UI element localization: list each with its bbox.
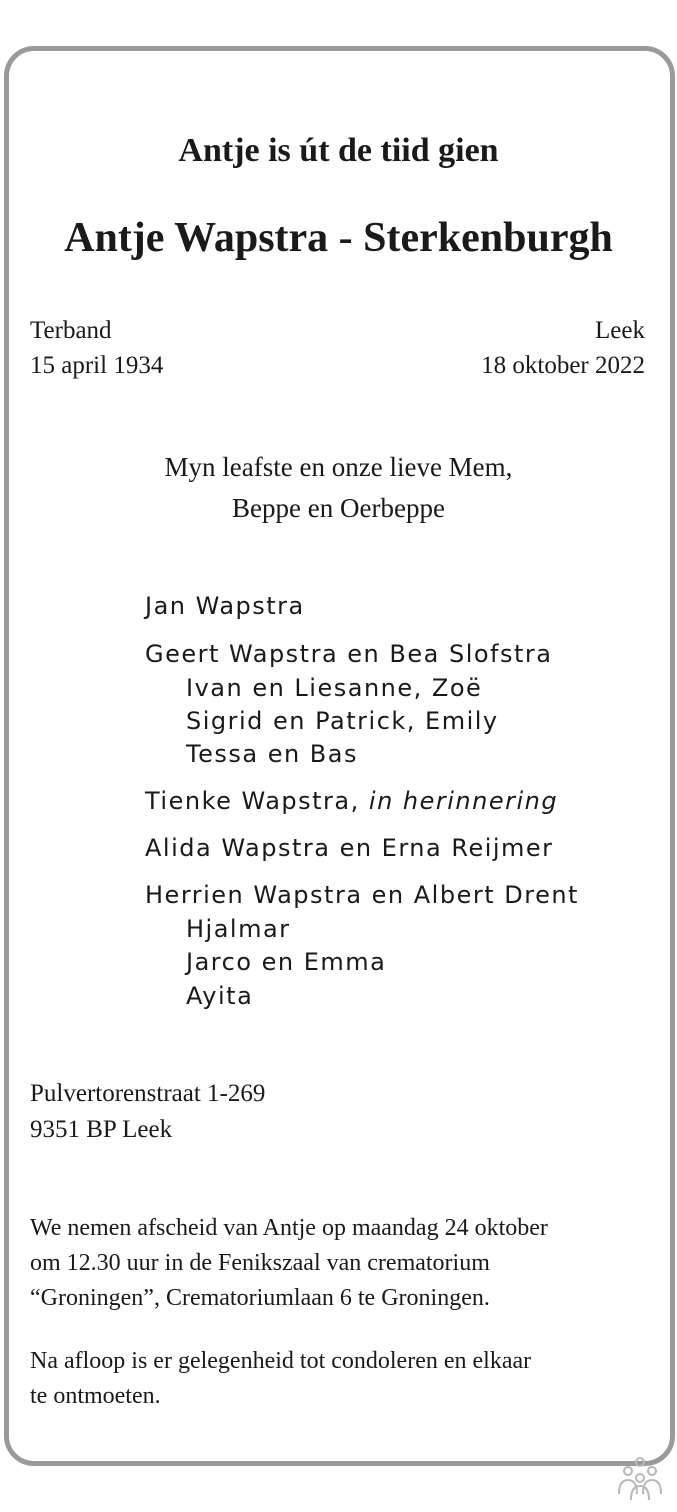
in-memory-note: in herinnering — [368, 787, 559, 815]
dedication-line-1: Myn leafste en onze lieve Mem, — [164, 452, 513, 482]
death-place: Leek — [595, 317, 645, 344]
people-group-icon — [615, 1454, 665, 1504]
family-member-name: Tienke Wapstra, — [145, 787, 360, 815]
dedication-line-2: Beppe en Oerbeppe — [232, 493, 445, 523]
death-date: 18 oktober 2022 — [481, 352, 645, 379]
grandchild-line: Ivan en Liesanne, Zoë — [186, 674, 483, 702]
grandchild-line: Sigrid en Patrick, Emily — [186, 707, 499, 735]
farewell-paragraph — [30, 1211, 650, 1316]
birth-date: 15 april 1934 — [30, 352, 164, 379]
farewell-line: “Groningen”, Crematoriumlaan 6 te Groningen. — [30, 1285, 490, 1311]
farewell-line: om 12.30 uur in de Fenikszaal van crematorium — [30, 1250, 490, 1276]
grandchild-line: Jarco en Emma — [186, 948, 387, 976]
family-member: Alida Wapstra en Erna Reijmer — [145, 834, 554, 862]
address-city: 9351 BP Leek — [30, 1116, 173, 1143]
notice-headline: Antje is út de tiid gien — [178, 132, 499, 169]
grandchild-line: Hjalmar — [186, 915, 291, 943]
family-member: Geert Wapstra en Bea Slofstra — [145, 640, 553, 668]
condolence-line: Na afloop is er gelegenheid tot condoleren en elkaar — [30, 1348, 532, 1374]
condolence-line: te ontmoeten. — [30, 1383, 161, 1409]
condolence-paragraph — [30, 1344, 650, 1414]
grandchild-line: Ayita — [186, 982, 254, 1010]
farewell-line: We nemen afscheid van Antje op maandag 24 oktober — [30, 1215, 548, 1241]
deceased-name: Antje Wapstra - Sterkenburgh — [64, 215, 613, 261]
family-member: Jan Wapstra — [145, 592, 305, 620]
family-member — [145, 787, 558, 815]
grandchild-line: Tessa en Bas — [186, 740, 358, 768]
birth-place: Terband — [30, 317, 112, 344]
address-street: Pulvertorenstraat 1-269 — [30, 1080, 266, 1107]
family-member: Herrien Wapstra en Albert Drent — [145, 881, 579, 909]
